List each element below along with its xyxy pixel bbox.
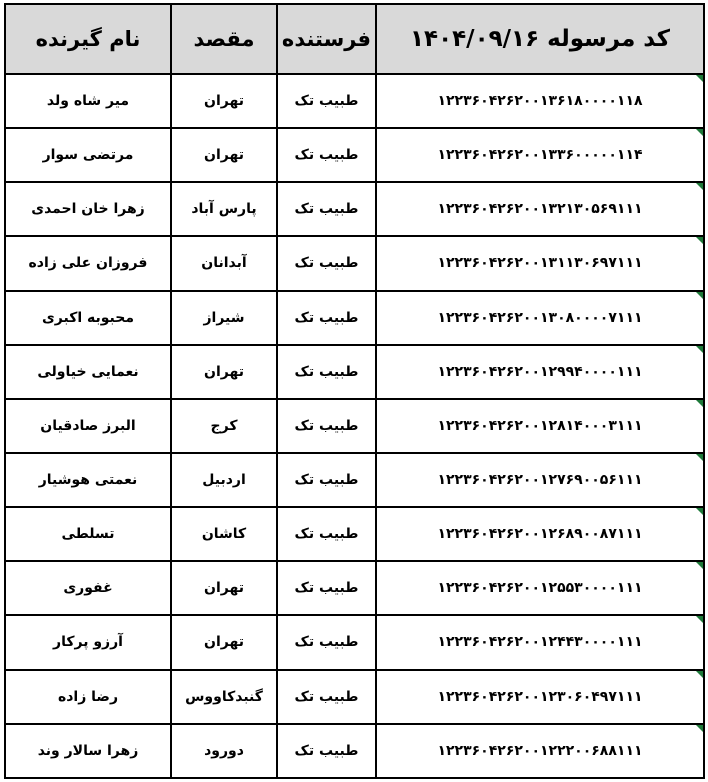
shipment-code: ۱۲۲۳۶۰۴۲۶۲۰۰۱۳۳۶۰۰۰۰۰۱۱۴ (437, 147, 643, 164)
destination-cell[interactable]: کاشان (171, 507, 277, 561)
sender-cell[interactable]: طبیب تک (277, 345, 376, 399)
cell-comment-indicator-icon (696, 183, 703, 190)
table-row (5, 236, 704, 290)
sender-cell[interactable]: طبیب تک (277, 507, 376, 561)
recipient-cell[interactable]: آرزو پرکار (5, 615, 171, 669)
shipment-code: ۱۲۲۳۶۰۴۲۶۲۰۰۱۲۴۴۳۰۰۰۰۱۱۱ (437, 634, 643, 651)
recipient-cell[interactable]: رضا زاده (5, 670, 171, 724)
table-row (5, 507, 704, 561)
recipient-header: نام گیرنده (5, 4, 171, 74)
sender-cell[interactable]: طبیب تک (277, 561, 376, 615)
cell-comment-indicator-icon (696, 346, 703, 353)
destination-cell[interactable]: تهران (171, 345, 277, 399)
sender-cell[interactable]: طبیب تک (277, 128, 376, 182)
sender-cell[interactable]: طبیب تک (277, 615, 376, 669)
shipment-code-cell[interactable] (376, 453, 704, 507)
sender-header: فرستنده (277, 4, 376, 74)
shipment-code-cell[interactable] (376, 345, 704, 399)
recipient-cell[interactable]: غفوری (5, 561, 171, 615)
destination-cell[interactable]: تهران (171, 615, 277, 669)
table-row (5, 615, 704, 669)
cell-comment-indicator-icon (696, 508, 703, 515)
sender-cell[interactable]: طبیب تک (277, 724, 376, 778)
recipient-cell[interactable]: زهرا سالار وند (5, 724, 171, 778)
shipment-code-cell[interactable] (376, 291, 704, 345)
shipments-table (4, 3, 705, 779)
code-header: کد مرسوله ۱۴۰۴/۰۹/۱۶ (376, 4, 704, 74)
shipment-code-cell[interactable] (376, 615, 704, 669)
recipient-cell[interactable]: البرز صادقیان (5, 399, 171, 453)
destination-cell[interactable]: آبدانان (171, 236, 277, 290)
shipment-code: ۱۲۲۳۶۰۴۲۶۲۰۰۱۳۱۱۳۰۶۹۷۱۱۱ (437, 255, 643, 272)
shipment-code: ۱۲۲۳۶۰۴۲۶۲۰۰۱۲۳۰۶۰۴۹۷۱۱۱ (437, 688, 643, 705)
shipment-code-cell[interactable] (376, 182, 704, 236)
table-row (5, 453, 704, 507)
cell-comment-indicator-icon (696, 454, 703, 461)
cell-comment-indicator-icon (696, 562, 703, 569)
destination-cell[interactable]: تهران (171, 128, 277, 182)
sender-cell[interactable]: طبیب تک (277, 74, 376, 128)
destination-cell[interactable]: تهران (171, 561, 277, 615)
sender-cell[interactable]: طبیب تک (277, 291, 376, 345)
recipient-cell[interactable]: زهرا خان احمدی (5, 182, 171, 236)
shipment-code-cell[interactable] (376, 724, 704, 778)
destination-cell[interactable]: دورود (171, 724, 277, 778)
recipient-cell[interactable]: فروزان علی زاده (5, 236, 171, 290)
recipient-cell[interactable]: میر شاه ولد (5, 74, 171, 128)
recipient-cell[interactable]: مرتضی سوار (5, 128, 171, 182)
header-row (5, 4, 704, 74)
table-row (5, 74, 704, 128)
cell-comment-indicator-icon (696, 292, 703, 299)
shipment-code: ۱۲۲۳۶۰۴۲۶۲۰۰۱۲۵۵۳۰۰۰۰۱۱۱ (437, 580, 643, 597)
table-body (5, 74, 704, 778)
table-row (5, 345, 704, 399)
cell-comment-indicator-icon (696, 237, 703, 244)
cell-comment-indicator-icon (696, 400, 703, 407)
table-row (5, 182, 704, 236)
table-row (5, 670, 704, 724)
destination-cell[interactable]: شیراز (171, 291, 277, 345)
shipment-code-cell[interactable] (376, 561, 704, 615)
recipient-cell[interactable]: تسلطی (5, 507, 171, 561)
recipient-cell[interactable]: محبوبه اکبری (5, 291, 171, 345)
sender-cell[interactable]: طبیب تک (277, 182, 376, 236)
sender-cell[interactable]: طبیب تک (277, 453, 376, 507)
shipment-code-cell[interactable] (376, 399, 704, 453)
shipment-code: ۱۲۲۳۶۰۴۲۶۲۰۰۱۳۰۸۰۰۰۰۷۱۱۱ (437, 309, 643, 326)
shipment-code-cell[interactable] (376, 128, 704, 182)
sender-cell[interactable]: طبیب تک (277, 399, 376, 453)
cell-comment-indicator-icon (696, 725, 703, 732)
shipment-code-cell[interactable] (376, 507, 704, 561)
shipment-code-cell[interactable] (376, 74, 704, 128)
cell-comment-indicator-icon (696, 671, 703, 678)
destination-cell[interactable]: گنبدکاووس (171, 670, 277, 724)
destination-cell[interactable]: کرج (171, 399, 277, 453)
table-row (5, 128, 704, 182)
cell-comment-indicator-icon (696, 616, 703, 623)
shipment-code: ۱۲۲۳۶۰۴۲۶۲۰۰۱۲۶۸۹۰۰۸۷۱۱۱ (437, 526, 643, 543)
shipment-code: ۱۲۲۳۶۰۴۲۶۲۰۰۱۲۸۱۴۰۰۰۳۱۱۱ (437, 417, 643, 434)
table-row (5, 561, 704, 615)
shipment-code: ۱۲۲۳۶۰۴۲۶۲۰۰۱۲۷۶۹۰۰۵۶۱۱۱ (437, 472, 643, 489)
shipment-code: ۱۲۲۳۶۰۴۲۶۲۰۰۱۳۶۱۸۰۰۰۰۱۱۸ (437, 93, 643, 110)
table-row (5, 399, 704, 453)
destination-cell[interactable]: اردبیل (171, 453, 277, 507)
shipment-code: ۱۲۲۳۶۰۴۲۶۲۰۰۱۳۲۱۳۰۵۶۹۱۱۱ (437, 201, 643, 218)
destination-cell[interactable]: تهران (171, 74, 277, 128)
sender-cell[interactable]: طبیب تک (277, 236, 376, 290)
shipment-code-cell[interactable] (376, 670, 704, 724)
recipient-cell[interactable]: نعمتی هوشیار (5, 453, 171, 507)
shipment-code: ۱۲۲۳۶۰۴۲۶۲۰۰۱۲۹۹۴۰۰۰۰۱۱۱ (437, 363, 643, 380)
cell-comment-indicator-icon (696, 129, 703, 136)
shipment-code-cell[interactable] (376, 236, 704, 290)
destination-header: مقصد (171, 4, 277, 74)
destination-cell[interactable]: پارس آباد (171, 182, 277, 236)
sender-cell[interactable]: طبیب تک (277, 670, 376, 724)
shipment-code: ۱۲۲۳۶۰۴۲۶۲۰۰۱۲۲۲۰۰۶۸۸۱۱۱ (437, 742, 643, 759)
recipient-cell[interactable]: نعمایی خیاولی (5, 345, 171, 399)
cell-comment-indicator-icon (696, 75, 703, 82)
table-row (5, 724, 704, 778)
table-row (5, 291, 704, 345)
